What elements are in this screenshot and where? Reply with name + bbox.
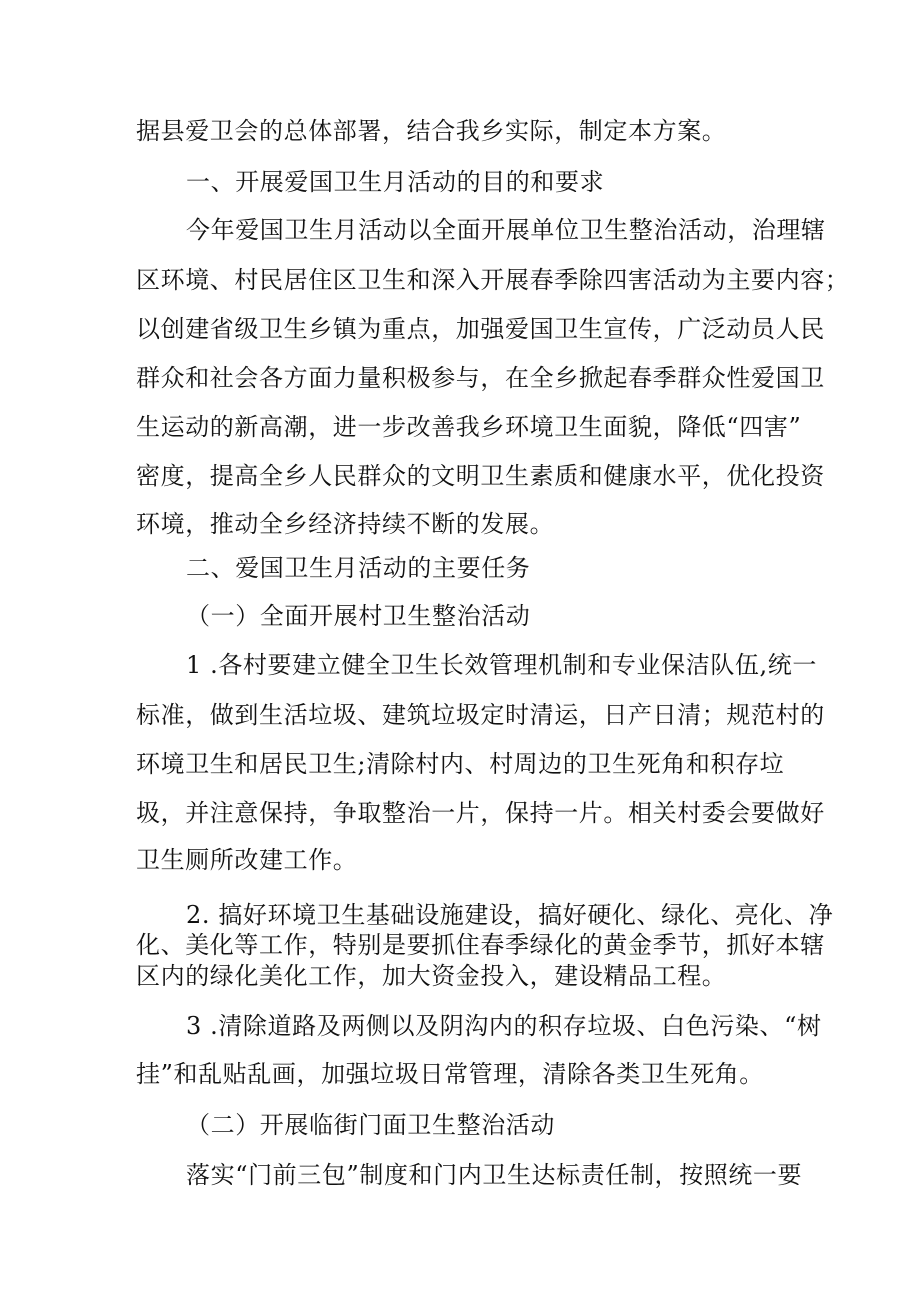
body-text-line: 生运动的新高潮，进一步改善我乡环境卫生面貌，降低“四害” <box>136 413 802 441</box>
subsection-heading: （一）全面开展村卫生整治活动 <box>186 602 531 630</box>
body-text-line: 标准，做到生活垃圾、建筑垃圾定时清运，日产日清；规范村的 <box>136 701 825 729</box>
body-text-line: 以创建省级卫生乡镇为重点，加强爱国卫生宣传，广泛动员人民 <box>136 315 825 343</box>
body-text-line: 区环境、村民居住区卫生和深入开展春季除四害活动为主要内容； <box>136 266 850 294</box>
body-text-line: 群众和社会各方面力量积极参与，在全乡掀起春季群众性爱国卫 <box>136 364 825 392</box>
body-text-line: 圾，并注意保持，争取整治一片，保持一片。相关村委会要做好 <box>136 799 825 827</box>
body-text-line: 挂”和乱贴乱画，加强垃圾日常管理，清除各类卫生死角。 <box>136 1060 764 1088</box>
body-text-line: 2. 搞好环境卫生基础设施建设，搞好硬化、绿化、亮化、净 <box>186 901 834 929</box>
body-text-line: 区内的绿化美化工作，加大资金投入，建设精品工程。 <box>136 962 727 990</box>
section-heading: 二、爱国卫生月活动的主要任务 <box>186 554 531 582</box>
body-text-line: 密度，提高全乡人民群众的文明卫生素质和健康水平，优化投资 <box>136 462 825 490</box>
body-text-line: 环境，推动全乡经济持续不断的发展。 <box>136 510 555 538</box>
body-text-line: 今年爱国卫生月活动以全面开展单位卫生整治活动，治理辖 <box>186 216 826 244</box>
body-text-line: 据县爱卫会的总体部署，结合我乡实际，制定本方案。 <box>136 117 727 145</box>
body-text-line: 卫生厕所改建工作。 <box>136 846 358 874</box>
body-text-line: 环境卫生和居民卫生;清除村内、村周边的卫生死角和积存垃 <box>136 750 785 778</box>
body-text-line: 3 .清除道路及两侧以及阴沟内的积存垃圾、白色污染、“树 <box>186 1012 822 1040</box>
section-heading: 一、开展爱国卫生月活动的目的和要求 <box>186 168 605 196</box>
body-text-line: 化、美化等工作，特别是要抓住春季绿化的黄金季节，抓好本辖 <box>136 931 825 959</box>
subsection-heading: （二）开展临街门面卫生整治活动 <box>186 1111 555 1139</box>
body-text-line: 落实“门前三包”制度和门内卫生达标责任制，按照统一要 <box>186 1161 803 1189</box>
body-text-line: 1 .各村要建立健全卫生长效管理机制和专业保洁队伍,统一 <box>186 651 817 679</box>
